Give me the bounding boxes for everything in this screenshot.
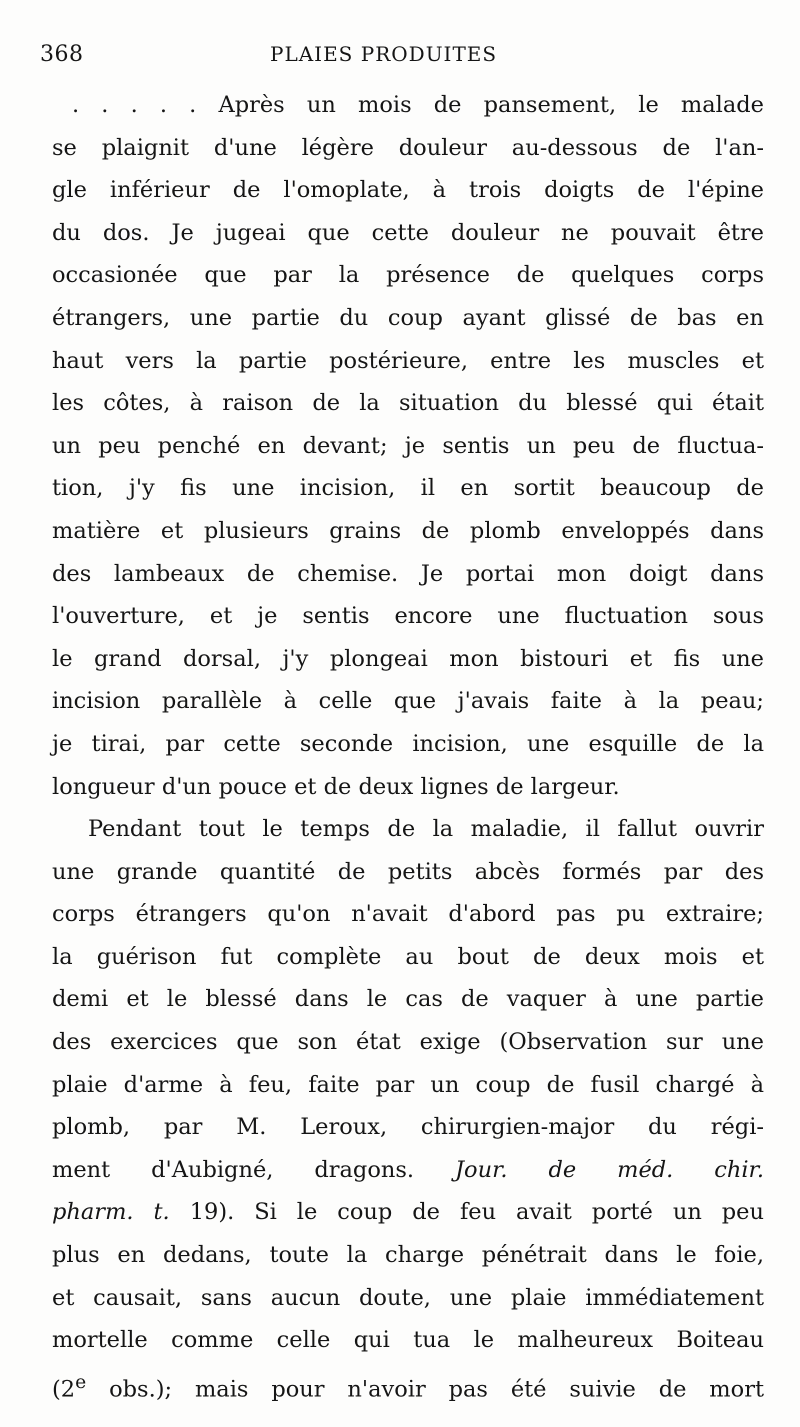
text-line: et causait, sans aucun doute, une plaie immédiatement (52, 1284, 764, 1311)
text-line: occasionée que par la présence de quelques corps (52, 262, 764, 289)
running-title: PLAIES PRODUITES (270, 42, 498, 66)
text-line: gle inférieur de l'omoplate, à trois doigts de l'épine (52, 177, 764, 204)
text-line: plus en dedans, toute la charge pénétrait dans le foie, (52, 1242, 764, 1269)
page-number: 368 (40, 42, 84, 67)
page-header (40, 36, 760, 76)
text-segment: 19). Si le coup de feu avait porté un peu (189, 1199, 764, 1226)
text-line: les côtes, à raison de la situation du blessé qui était (52, 390, 764, 417)
text-line: demi et le blessé dans le cas de vaquer à une partie (52, 986, 764, 1013)
text-line: du dos. Je jugeai que cette douleur ne pouvait être (52, 219, 764, 246)
text-line: se plaignit d'une légère douleur au-dessous de l'an- (52, 134, 764, 161)
text-line: des exercices que son état exige (Observation sur une (52, 1029, 764, 1056)
text-line: la guérison fut complète au bout de deux mois et (52, 943, 764, 970)
text-line: corps étrangers qu'on n'avait d'abord pas pu extraire; (52, 901, 764, 928)
text-line: je tirai, par cette seconde incision, une esquille de la (52, 730, 764, 757)
text-line: plaie d'arme à feu, faite par un coup de fusil chargé à (52, 1071, 764, 1098)
citation-line (52, 1149, 764, 1192)
text-line: plomb, par M. Leroux, chirurgien-major du régi- (52, 1114, 764, 1141)
text-line: incision parallèle à celle que j'avais faite à la peau; (52, 688, 764, 715)
text-line: mortelle comme celle qui tua le malheureux Boiteau (52, 1327, 764, 1354)
text-line: un peu penché en devant; je sentis un peu de fluctua- (52, 432, 764, 459)
text-line: des lambeaux de chemise. Je portai mon doigt dans (52, 560, 764, 587)
superscript: e (75, 1371, 87, 1393)
text-line: une grande quantité de petits abcès formés par des (52, 858, 764, 885)
text-segment: (2 (52, 1376, 76, 1403)
journal-abbrev: pharm. t. (52, 1199, 170, 1226)
text-segment: ment d'Aubigné, dragons. (52, 1156, 415, 1183)
citation-line (52, 1191, 764, 1234)
paragraph-start-line: Pendant tout le temps de la maladie, il fallut ouvrir (88, 816, 764, 843)
text-line: tion, j'y fis une incision, il en sortit beaucoup de (52, 475, 764, 502)
text-line (52, 1362, 764, 1405)
paragraph-end-line: longueur d'un pouce et de deux lignes de largeur. (52, 773, 620, 800)
text-line: étrangers, une partie du coup ayant glissé de bas en (52, 304, 764, 331)
text-segment: obs.); mais pour n'avoir pas été suivie de mort (86, 1376, 764, 1403)
text-line: matière et plusieurs grains de plomb enveloppés dans (52, 517, 764, 544)
text-line: le grand dorsal, j'y plongeai mon bistouri et fis une (52, 645, 764, 672)
text-line: l'ouverture, et je sentis encore une fluctuation sous (52, 603, 764, 630)
text-line: . . . . . Après un mois de pansement, le malade (72, 92, 764, 118)
journal-title: Jour. de méd. chir. (455, 1156, 764, 1183)
body-text (52, 84, 764, 1404)
text-line: haut vers la partie postérieure, entre les muscles et (52, 347, 764, 374)
